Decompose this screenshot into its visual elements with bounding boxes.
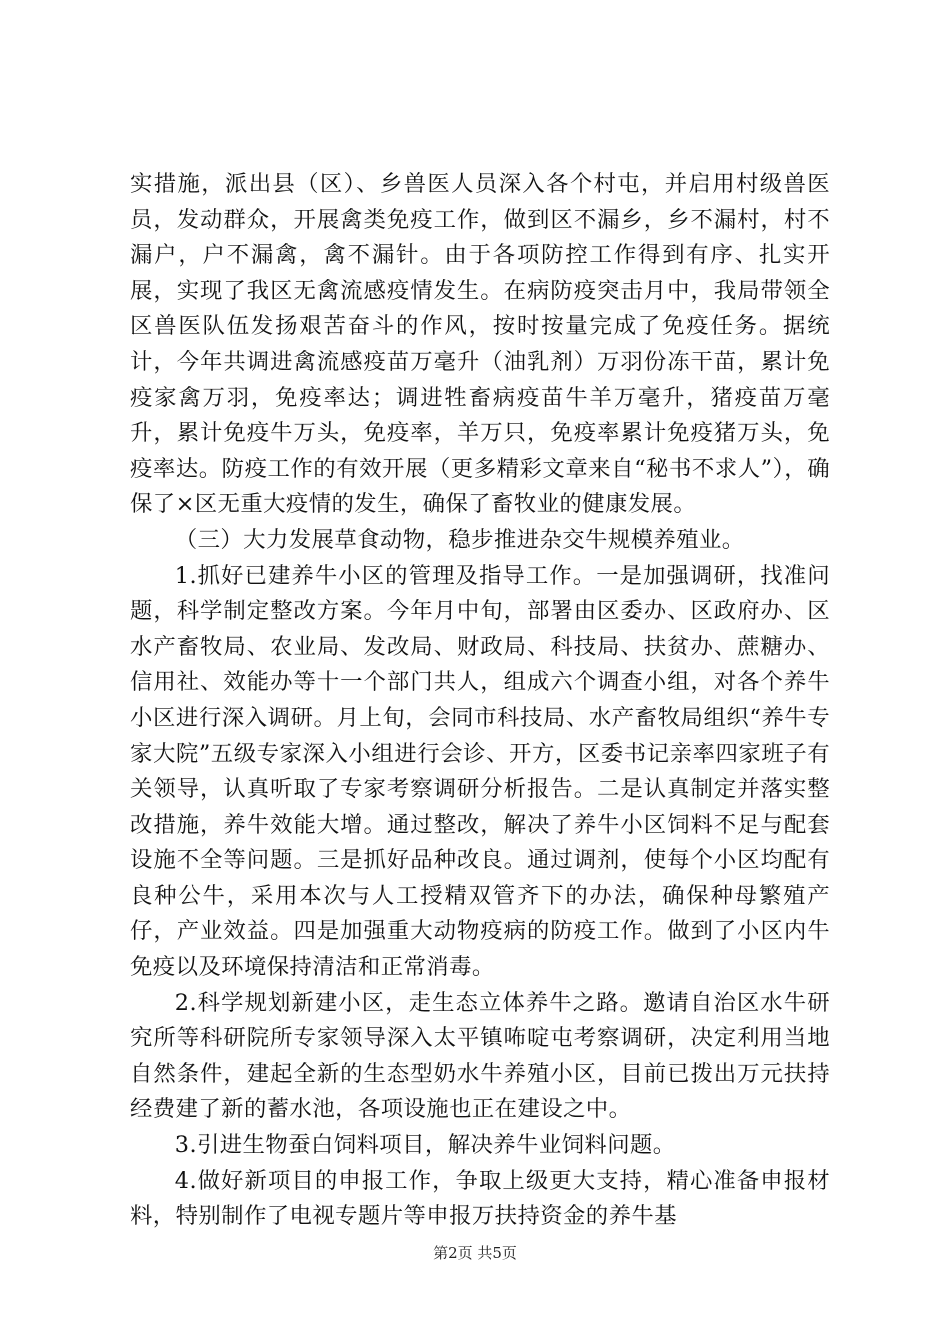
paragraph-item-4: 4.做好新项目的申报工作，争取上级更大支持，精心准备申报材料，特别制作了电视专题片等申报万扶持资金的养牛基	[130, 1167, 830, 1230]
page-number-footer: 第2页 共5页	[433, 1244, 517, 1262]
paragraph-item-1: 1.抓好已建养牛小区的管理及指导工作。一是加强调研，找准问题，科学制定整改方案。今年月中旬，部署由区委办、区政府办、区水产畜牧局、农业局、发改局、财政局、科技局、扶贫办、蔗糖办、信用社、效能办等十一个部门共人，组成六个调查小组，对各个养牛小区进行深入调研。月上旬，会同市科技局、水产畜牧局组织“养牛专家大院”五级专家深入小组进行会诊、开方，区委书记亲率四家班子有关领导，认真听取了专家考察调研分析报告。二是认真制定并落实整改措施，养牛效能大增。通过整改，解决了养牛小区饲料不足与配套设施不全等问题。三是抓好品种改良。通过调剂，使每个小区均配有良种公牛，采用本次与人工授精双管齐下的办法，确保种母繁殖产仔，产业效益。四是加强重大动物疫病的防疫工作。做到了小区内牛免疫以及环境保持清洁和正常消毒。	[130, 562, 830, 981]
document-body	[130, 167, 830, 1235]
section-heading-herbivore: （三）大力发展草食动物，稳步推进杂交牛规模养殖业。	[174, 526, 745, 553]
paragraph-item-3: 3.引进生物蚕白饲料项目，解决养牛业饲料问题。	[174, 1132, 676, 1159]
paragraph-epidemic-prevention: 实措施，派出县（区）、乡兽医人员深入各个村屯，并启用村级兽医员，发动群众，开展禽类免疫工作，做到区不漏乡，乡不漏村，村不漏户，户不漏禽，禽不漏针。由于各项防控工作得到有序、扎实开展，实现了我区无禽流感疫情发生。在病防疫突击月中，我局带领全区兽医队伍发扬艰苦奋斗的作风，按时按量完成了免疫任务。据统计，今年共调进禽流感疫苗万毫升（油乳剂）万羽份冻干苗，累计免疫家禽万羽，免疫率达；调进牲畜病疫苗牛羊万毫升，猪疫苗万毫升，累计免疫牛万头，免疫率，羊万只，免疫率累计免疫猪万头，免疫率达。防疫工作的有效开展（更多精彩文章来自“秘书不求人”），确保了×区无重大疫情的发生，确保了畜牧业的健康发展。	[130, 171, 830, 518]
paragraph-item-2: 2.科学规划新建小区，走生态立体养牛之路。邀请自治区水牛研究所等科研院所专家领导深入太平镇咘啶屯考察调研，决定利用当地自然条件，建起全新的生态型奶水牛养殖小区，目前已拨出万元扶持经费建了新的蓄水池，各项设施也正在建设之中。	[130, 989, 830, 1123]
